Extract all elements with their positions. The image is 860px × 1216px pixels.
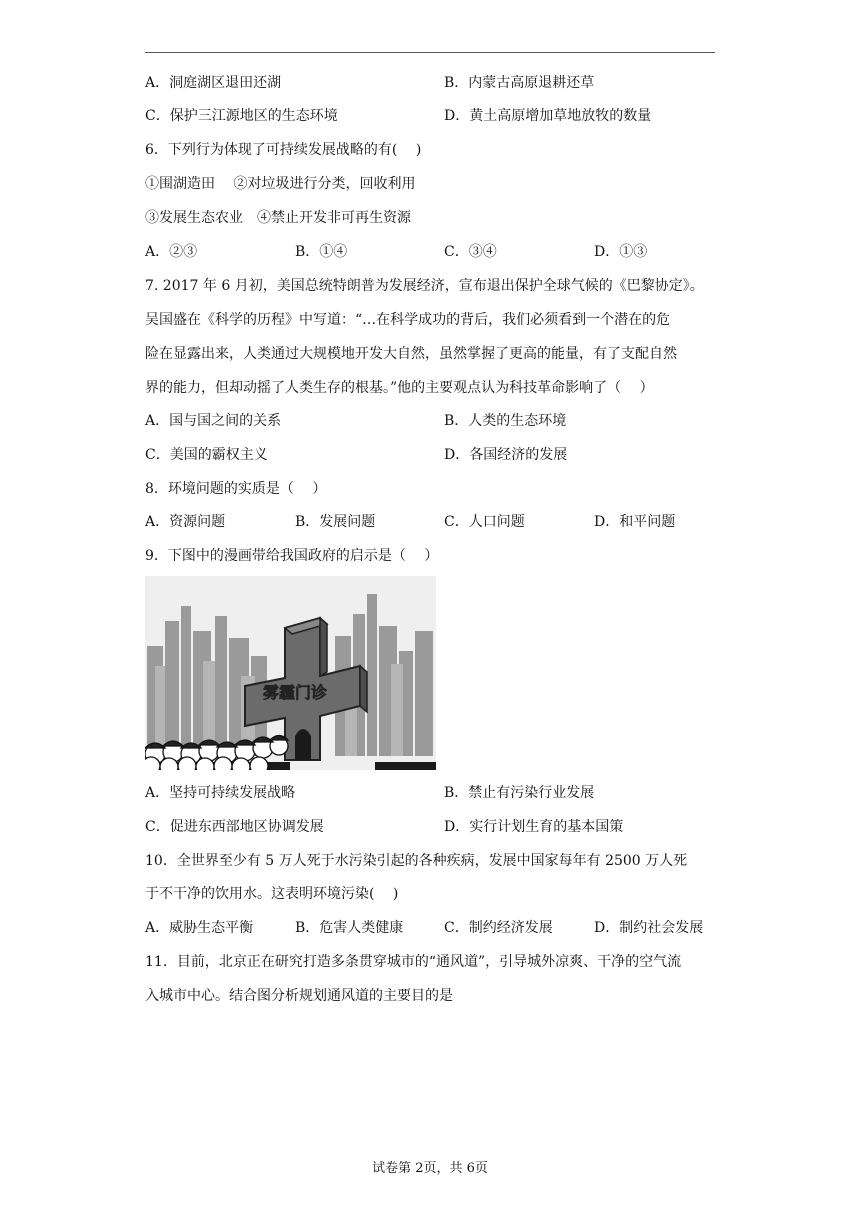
q5-option-a: A．洞庭湖区退田还湖: [145, 75, 282, 91]
smog-clinic-sign: 雾霾门诊: [262, 683, 328, 702]
q8-option-a: A．资源问题: [145, 514, 226, 530]
q9-option-b: B．禁止有污染行业发展: [444, 785, 595, 801]
q6-option-b: B．①④: [295, 244, 348, 260]
q5-option-c: C．保护三江源地区的生态环境: [145, 108, 338, 124]
q7-option-c: C．美国的霸权主义: [145, 447, 268, 463]
q7-line-3: 险在显露出来，人类通过大规模地开发大自然，虽然掌握了更高的能量，有了支配自然: [145, 346, 677, 362]
q10-option-b: B．危害人类健康: [295, 920, 404, 936]
q8-option-c: C．人口问题: [444, 514, 525, 530]
q5-option-b: B．内蒙古高原退耕还草: [444, 75, 595, 91]
q6-items-line2: ③发展生态农业 ④禁止开发非可再生资源: [145, 210, 411, 226]
page-footer: 试卷第 2页，共 6页: [372, 1161, 488, 1176]
q7-option-d: D．各国经济的发展: [444, 447, 568, 463]
q9-option-d: D．实行计划生育的基本国策: [444, 819, 624, 835]
q11-line-1: 11．目前，北京正在研究打造多条贯穿城市的“通风道”，引导城外凉爽、干净的空气流: [145, 954, 682, 970]
q9-option-c: C．促进东西部地区协调发展: [145, 819, 324, 835]
q10-option-c: C．制约经济发展: [444, 920, 553, 936]
q10-option-d: D．制约社会发展: [594, 920, 704, 936]
q10-option-a: A．威胁生态平衡: [145, 920, 254, 936]
q10-line-1: 10．全世界至少有 5 万人死于水污染引起的各种疾病，发展中国家每年有 2500 万人死: [145, 853, 688, 869]
q8-stem: 8．环境问题的实质是（ ）: [145, 481, 327, 497]
q6-option-d: D．①③: [594, 244, 648, 260]
q6-items-line1: ①围湖造田 ②对垃圾进行分类，回收利用: [145, 176, 416, 192]
q6-option-a: A．②③: [145, 244, 198, 260]
q7-line-1: 7. 2017 年 6 月初，美国总统特朗普为发展经济，宣布退出保护全球气候的《巴黎协定》。: [145, 278, 704, 294]
q11-line-2: 入城市中心。结合图分析规划通风道的主要目的是: [145, 988, 453, 1004]
q7-option-a: A．国与国之间的关系: [145, 413, 282, 429]
q6-option-c: C．③④: [444, 244, 497, 260]
q9-option-a: A．坚持可持续发展战略: [145, 785, 296, 801]
q7-line-4: 界的能力，但却动摇了人类生存的根基。”他的主要观点认为科技革命影响了（ ）: [145, 380, 654, 396]
q7-line-2: 吴国盛在《科学的历程》中写道：“…在科学成功的背后，我们必须看到一个潜在的危: [145, 312, 671, 328]
cartoon-illustration: [145, 576, 436, 770]
q9-stem: 9．下图中的漫画带给我国政府的启示是（ ）: [145, 548, 439, 564]
q8-option-d: D．和平问题: [594, 514, 676, 530]
q6-stem: 6．下列行为体现了可持续发展战略的有( ): [145, 142, 422, 158]
q10-line-2: 于不干净的饮用水。这表明环境污染( ): [145, 886, 399, 902]
q5-option-d: D．黄土高原增加草地放牧的数量: [444, 108, 652, 124]
smog-clinic-cartoon: [145, 576, 436, 770]
q7-option-b: B．人类的生态环境: [444, 413, 567, 429]
q8-option-b: B．发展问题: [295, 514, 376, 530]
header-rule: [145, 52, 715, 53]
